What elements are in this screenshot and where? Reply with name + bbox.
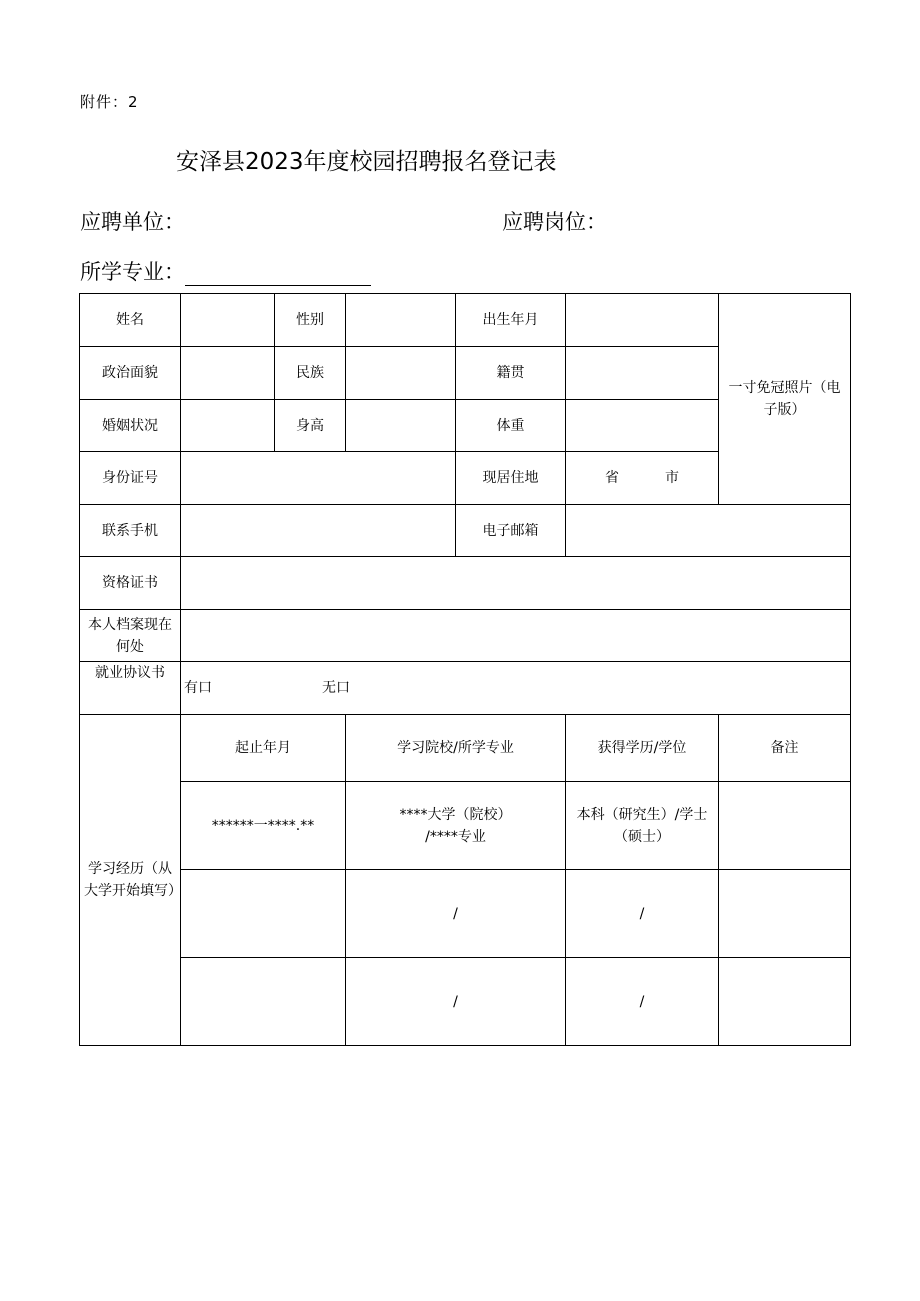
ethnicity-label: 民族: [275, 347, 346, 400]
study-example-degree-line1: 本科（研究生）/学士: [576, 806, 708, 823]
politics-cell[interactable]: [181, 347, 275, 400]
study-example-school-line2: /****专业: [425, 828, 486, 845]
study-row2-period[interactable]: [181, 870, 346, 958]
study-example-school[interactable]: [346, 782, 566, 870]
agreement-no-option[interactable]: 无口: [322, 680, 350, 696]
birth-label: 出生年月: [456, 294, 566, 347]
apply-unit-label: 应聘单位：: [80, 210, 185, 234]
weight-cell[interactable]: [566, 400, 719, 452]
residence-cell[interactable]: [566, 452, 719, 505]
study-example-remark[interactable]: [719, 782, 851, 870]
study-row3-school[interactable]: /: [346, 958, 566, 1046]
ethnicity-cell[interactable]: [346, 347, 456, 400]
name-label: 姓名: [80, 294, 181, 347]
study-header-degree: 获得学历/学位: [566, 715, 719, 782]
registration-table: [79, 293, 851, 1046]
study-example-period[interactable]: ******一****.**: [181, 782, 346, 870]
apply-post-label: 应聘岗位：: [502, 210, 607, 234]
marital-label: 婚姻状况: [80, 400, 181, 452]
phone-label: 联系手机: [80, 505, 181, 557]
study-row3-period[interactable]: [181, 958, 346, 1046]
study-header-remark: 备注: [719, 715, 851, 782]
city-label: 市: [665, 470, 679, 486]
study-label: 学习经历（从大学开始填写）: [80, 715, 181, 1046]
height-cell[interactable]: [346, 400, 456, 452]
certificate-label: 资格证书: [80, 557, 181, 610]
archive-label: 本人档案现在何处: [80, 610, 181, 662]
phone-cell[interactable]: [181, 505, 456, 557]
id-number-cell[interactable]: [181, 452, 456, 505]
agreement-cell[interactable]: [181, 662, 851, 715]
study-example-school-line1: ****大学（院校）: [399, 806, 512, 823]
study-row3-remark[interactable]: [719, 958, 851, 1046]
study-example-degree[interactable]: [566, 782, 719, 870]
agreement-yes-option[interactable]: 有口: [184, 680, 212, 696]
name-cell[interactable]: [181, 294, 275, 347]
residence-label: 现居住地: [456, 452, 566, 505]
agreement-label: 就业协议书: [80, 662, 181, 715]
height-label: 身高: [275, 400, 346, 452]
study-row3-degree[interactable]: /: [566, 958, 719, 1046]
archive-cell[interactable]: [181, 610, 851, 662]
certificate-cell[interactable]: [181, 557, 851, 610]
marital-cell[interactable]: [181, 400, 275, 452]
politics-label: 政治面貌: [80, 347, 181, 400]
native-place-label: 籍贯: [456, 347, 566, 400]
native-place-cell[interactable]: [566, 347, 719, 400]
study-row2-degree[interactable]: /: [566, 870, 719, 958]
email-label: 电子邮箱: [456, 505, 566, 557]
study-row2-school[interactable]: /: [346, 870, 566, 958]
form-title: 安泽县2023年度校园招聘报名登记表: [176, 149, 557, 175]
major-label: 所学专业：: [80, 260, 185, 284]
attachment-label: 附件：2: [80, 93, 139, 111]
province-label: 省: [605, 470, 619, 486]
study-header-school: 学习院校/所学专业: [346, 715, 566, 782]
gender-label: 性别: [275, 294, 346, 347]
photo-cell[interactable]: 一寸免冠照片（电子版）: [719, 294, 851, 505]
major-field[interactable]: [80, 256, 371, 286]
study-row2-remark[interactable]: [719, 870, 851, 958]
major-blank-line[interactable]: [185, 263, 371, 286]
study-example-degree-line2: （硕士）: [614, 828, 670, 845]
weight-label: 体重: [456, 400, 566, 452]
id-number-label: 身份证号: [80, 452, 181, 505]
gender-cell[interactable]: [346, 294, 456, 347]
email-cell[interactable]: [566, 505, 851, 557]
birth-cell[interactable]: [566, 294, 719, 347]
study-header-period: 起止年月: [181, 715, 346, 782]
